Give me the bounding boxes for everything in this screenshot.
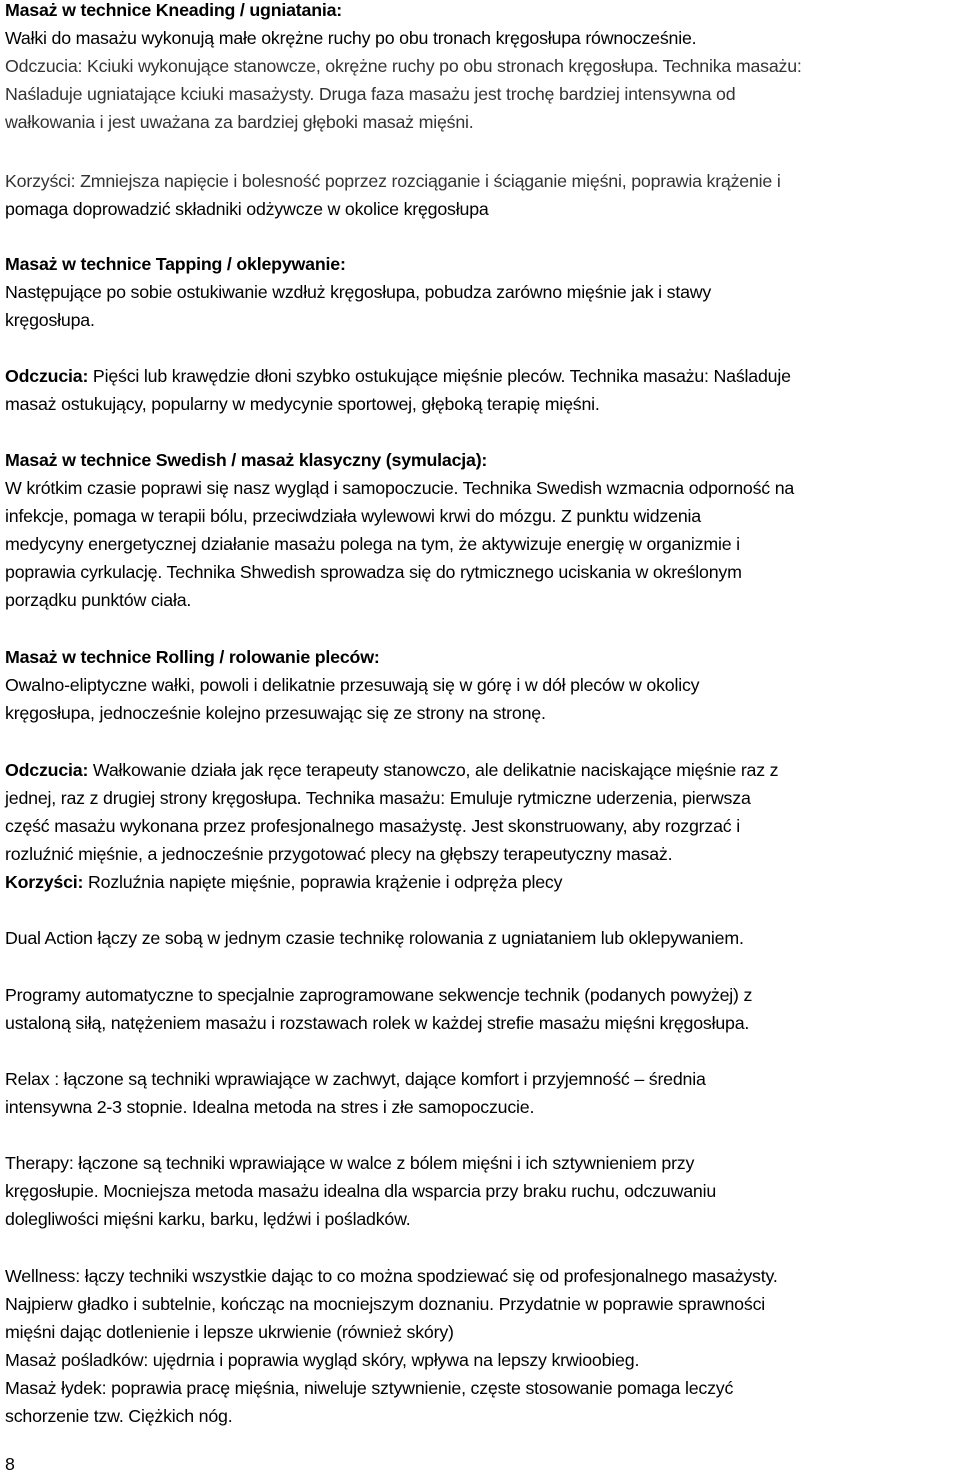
rolling-feel-line <box>5 756 778 784</box>
swedish-line: infekcje, pomaga w terapii bólu, przeciwdziała wylewowi krwi do mózgu. Z punktu widzenia <box>5 506 701 526</box>
rolling-feel-line: jednej, raz z drugiej strony kręgosłupa. Technika masażu: Emuluje rytmiczne uderzenia, pierwsza <box>5 788 751 808</box>
tapping-feel-line: masaż ostukujący, popularny w medycynie sportowej, głęboką terapię mięśni. <box>5 394 600 414</box>
rolling-feel-line: rozluźnić mięśnie, a jednocześnie przygotować plecy na głębszy terapeutyczny masaż. <box>5 844 673 864</box>
rolling-heading: Masaż w technice Rolling / rolowanie pleców: <box>5 647 380 667</box>
relax-line: Relax : łączone są techniki wprawiające w zachwyt, dające komfort i przyjemność – średnia <box>5 1069 706 1089</box>
rolling-feel-line: część masażu wykonana przez profesjonalnego masażystę. Jest skonstruowany, aby rozgrzać i <box>5 816 740 836</box>
kneading-line: wałkowania i jest uważana za bardziej głęboki masaż mięśni. <box>5 112 474 132</box>
dual-action-line: Dual Action łączy ze sobą w jednym czasie technikę rolowania z ugniataniem lub oklepywaniem. <box>5 928 744 948</box>
programs-line: Programy automatyczne to specjalnie zaprogramowane sekwencje technik (podanych powyżej) z <box>5 985 753 1005</box>
kneading-heading: Masaż w technice Kneading / ugniatania: <box>5 0 343 20</box>
tapping-line: kręgosłupa. <box>5 310 95 330</box>
wellness-line: Wellness: łączy techniki wszystkie dając to co można spodziewać się od profesjonalnego masażysty. <box>5 1266 778 1286</box>
feel-text: Wałkowanie działa jak ręce terapeuty stanowczo, ale delikatnie naciskające mięśnie raz z <box>88 760 779 780</box>
benefits-paragraph-line: Korzyści: Zmniejsza napięcie i bolesność poprzez rozciąganie i ściąganie mięśni, poprawia krążenie i <box>5 171 781 191</box>
kneading-line: Odczucia: Kciuki wykonujące stanowcze, okrężne ruchy po obu stronach kręgosłupa. Technika masażu: <box>5 56 802 76</box>
therapy-line: kręgosłupie. Mocniejsza metoda masażu idealna dla wsparcia przy braku ruchu, odczuwaniu <box>5 1181 717 1201</box>
swedish-line: medycyny energetycznej działanie masażu polega na tym, że aktywizuje energię w organizmie i <box>5 534 740 554</box>
page-number: 8 <box>5 1454 15 1474</box>
wellness-line: Masaż łydek: poprawia pracę mięśnia, niweluje sztywnienie, częste stosowanie pomaga leczyć <box>5 1378 734 1398</box>
swedish-heading: Masaż w technice Swedish / masaż klasyczny (symulacja): <box>5 450 488 470</box>
programs-line: ustaloną siłą, natężeniem masażu i rozstawach rolek w każdej strefie masażu mięśni kręgosłupa. <box>5 1013 750 1033</box>
feel-label: Odczucia: <box>5 760 89 780</box>
rolling-line: Owalno-eliptyczne wałki, powoli i delikatnie przesuwają się w górę i w dół pleców w okolicy <box>5 675 700 695</box>
relax-line: intensywna 2-3 stopnie. Idealna metoda na stres i złe samopoczucie. <box>5 1097 535 1117</box>
rolling-line: kręgosłupa, jednocześnie kolejno przesuwając się ze strony na stronę. <box>5 703 546 723</box>
wellness-line: mięśni dając dotlenienie i lepsze ukrwienie (również skóry) <box>5 1322 454 1342</box>
kneading-line: Wałki do masażu wykonują małe okrężne ruchy po obu tronach kręgosłupa równocześnie. <box>5 28 697 48</box>
wellness-line: Najpierw gładko i subtelnie, kończąc na mocniejszym doznaniu. Przydatnie w poprawie sprawności <box>5 1294 766 1314</box>
benefits-paragraph-line: pomaga doprowadzić składniki odżywcze w okolice kręgosłupa <box>5 199 489 219</box>
feel-text: Pięści lub krawędzie dłoni szybko ostukujące mięśnie pleców. Technika masażu: Naśladuje <box>88 366 791 386</box>
swedish-line: porządku punktów ciała. <box>5 590 192 610</box>
benefits-text: Rozluźnia napięte mięśnie, poprawia krążenie i odpręża plecy <box>83 872 563 892</box>
feel-label: Odczucia: <box>5 366 89 386</box>
kneading-line: Naśladuje ugniatające kciuki masażysty. Druga faza masażu jest trochę bardziej intensywna od <box>5 84 736 104</box>
tapping-line: Następujące po sobie ostukiwanie wzdłuż kręgosłupa, pobudza zarówno mięśnie jak i stawy <box>5 282 712 302</box>
therapy-line: Therapy: łączone są techniki wprawiające w walce z bólem mięśni i ich sztywnieniem przy <box>5 1153 695 1173</box>
swedish-line: poprawia cyrkulację. Technika Shwedish sprowadza się do rytmicznego uciskania w określonym <box>5 562 742 582</box>
rolling-benefits-line <box>5 868 562 896</box>
tapping-heading: Masaż w technice Tapping / oklepywanie: <box>5 254 346 274</box>
benefits-label: Korzyści: <box>5 872 84 892</box>
wellness-line: schorzenie tzw. Ciężkich nóg. <box>5 1406 233 1426</box>
wellness-line: Masaż pośladków: ujędrnia i poprawia wygląd skóry, wpływa na lepszy krwioobieg. <box>5 1350 640 1370</box>
swedish-line: W krótkim czasie poprawi się nasz wygląd i samopoczucie. Technika Swedish wzmacnia odporność na <box>5 478 795 498</box>
tapping-feel-line <box>5 362 791 390</box>
therapy-line: dolegliwości mięśni karku, barku, lędźwi i pośladków. <box>5 1209 411 1229</box>
